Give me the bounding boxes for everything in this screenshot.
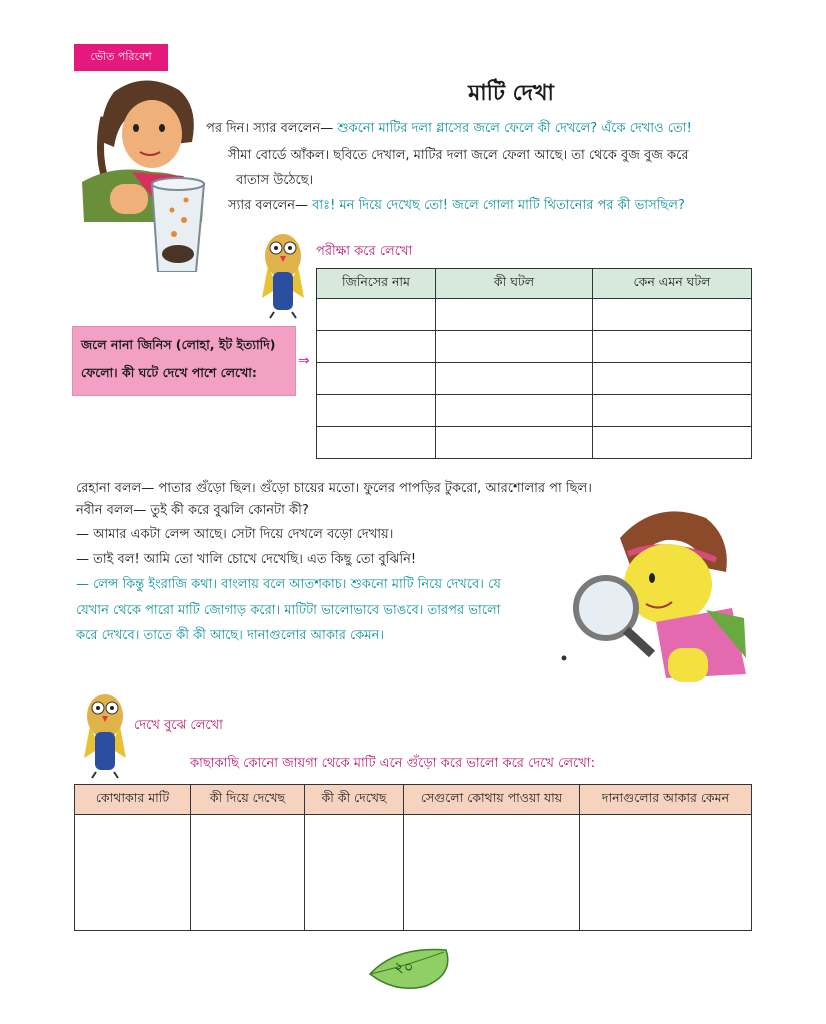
table-header-row bbox=[317, 269, 752, 299]
observation-table bbox=[74, 784, 752, 931]
answer-cell[interactable] bbox=[75, 815, 191, 931]
arrow-icon: ⇒ bbox=[298, 353, 310, 369]
girl-with-glass-illustration bbox=[74, 72, 224, 272]
table-row bbox=[317, 299, 752, 331]
intro-speaker-2: স্যার বললেন— bbox=[228, 198, 313, 213]
intro-question-2: বাঃ! মন দিয়ে দেখেছ তো! জলে গোলা মাটি থিতানোর পর কী ভাসছিল? bbox=[312, 198, 685, 213]
owl-icon bbox=[258, 228, 308, 320]
observe-heading: দেখে বুঝে লেখো bbox=[134, 718, 223, 733]
answer-cell[interactable] bbox=[593, 331, 752, 363]
answer-cell[interactable] bbox=[191, 815, 305, 931]
answer-cell[interactable] bbox=[305, 815, 404, 931]
answer-cell[interactable] bbox=[436, 363, 593, 395]
table-row bbox=[75, 815, 752, 931]
page-title: মাটি দেখা bbox=[468, 81, 554, 106]
dialogue-line-4: — তাই বল! আমি তো খালি চোখে দেখেছি। এত কিছু তো বুঝিনি! bbox=[76, 552, 417, 567]
experiment-heading: পরীক্ষা করে লেখো bbox=[316, 244, 413, 259]
answer-cell[interactable] bbox=[317, 299, 436, 331]
answer-cell[interactable] bbox=[317, 427, 436, 459]
table-row bbox=[317, 427, 752, 459]
answer-cell[interactable] bbox=[436, 331, 593, 363]
intro-line-1 bbox=[206, 116, 806, 142]
answer-cell[interactable] bbox=[593, 427, 752, 459]
col-header: দানাগুলোর আকার কেমন bbox=[580, 785, 752, 815]
col-header: সেগুলো কোথায় পাওয়া যায় bbox=[404, 785, 580, 815]
observe-instruction: কাছাকাছি কোনো জায়গা থেকে মাটি এনে গুঁড়ো করে ভালো করে দেখে লেখো: bbox=[190, 756, 595, 771]
answer-cell[interactable] bbox=[593, 299, 752, 331]
table-row bbox=[317, 363, 752, 395]
col-header: কী দিয়ে দেখেছ bbox=[191, 785, 305, 815]
girl-with-magnifier-illustration bbox=[556, 498, 756, 694]
col-header: কী ঘটল bbox=[436, 269, 593, 299]
dialogue-line-6: যেখান থেকে পারো মাটি জোগাড় করো। মাটিটা ভালোভাবে ভাঙবে। তারপর ভালো bbox=[76, 603, 501, 618]
dialogue-line-1: রেহানা বলল— পাতার গুঁড়ো ছিল। গুঁড়ো চায়ের মতো। ফুলের পাপড়ির টুকরো, আরশোলার পা ছিল। bbox=[76, 481, 592, 496]
answer-cell[interactable] bbox=[404, 815, 580, 931]
page-number: ২০ bbox=[394, 958, 414, 976]
answer-cell[interactable] bbox=[317, 395, 436, 427]
intro-question: শুকনো মাটির দলা গ্লাসের জলে ফেলে কী দেখলে? এঁকে দেখাও তো! bbox=[337, 121, 692, 136]
table-row bbox=[317, 395, 752, 427]
col-header: জিনিসের নাম bbox=[317, 269, 436, 299]
table-header-row bbox=[75, 785, 752, 815]
owl-icon bbox=[80, 688, 130, 780]
answer-cell[interactable] bbox=[436, 299, 593, 331]
dialogue-line-2: নবীন বলল— তুই কী করে বুঝলি কোনটা কী? bbox=[76, 503, 309, 518]
dialogue-line-3: — আমার একটা লেন্স আছে। সেটা দিয়ে দেখলে বড়ো দেখায়। bbox=[76, 527, 394, 542]
answer-cell[interactable] bbox=[436, 427, 593, 459]
dialogue-line-5: — লেন্স কিন্তু ইংরাজি কথা। বাংলায় বলে আতশকাচ। শুকনো মাটি নিয়ে দেখবে। যে bbox=[76, 577, 501, 592]
col-header: কেন এমন ঘটল bbox=[593, 269, 752, 299]
dialogue-line-7: করে দেখবে। তাতে কী কী আছে। দানাগুলোর আকার কেমন। bbox=[76, 628, 384, 643]
answer-cell[interactable] bbox=[317, 363, 436, 395]
instruction-box bbox=[72, 326, 296, 396]
section-tag: ভৌত পরিবেশ bbox=[74, 44, 168, 71]
answer-cell[interactable] bbox=[580, 815, 752, 931]
intro-line-4 bbox=[228, 193, 808, 219]
intro-line-2: সীমা বোর্ডে আঁকল। ছবিতে দেখাল, মাটির দলা জলে ফেলা আছে। তা থেকে বুজ বুজ করে bbox=[228, 148, 689, 163]
answer-cell[interactable] bbox=[593, 395, 752, 427]
instruction-line-1: জলে নানা জিনিস (লোহা, ইট ইত্যাদি) bbox=[81, 337, 276, 352]
col-header: কোথাকার মাটি bbox=[75, 785, 191, 815]
experiment-table bbox=[316, 268, 752, 459]
instruction-line-2: ফেলো। কী ঘটে দেখে পাশে লেখো: bbox=[81, 365, 257, 380]
answer-cell[interactable] bbox=[593, 363, 752, 395]
intro-speaker: পর দিন। স্যার বললেন— bbox=[206, 121, 338, 136]
intro-line-3: বাতাস উঠেছে। bbox=[236, 173, 314, 188]
table-row bbox=[317, 331, 752, 363]
answer-cell[interactable] bbox=[436, 395, 593, 427]
answer-cell[interactable] bbox=[317, 331, 436, 363]
col-header: কী কী দেখেছ bbox=[305, 785, 404, 815]
